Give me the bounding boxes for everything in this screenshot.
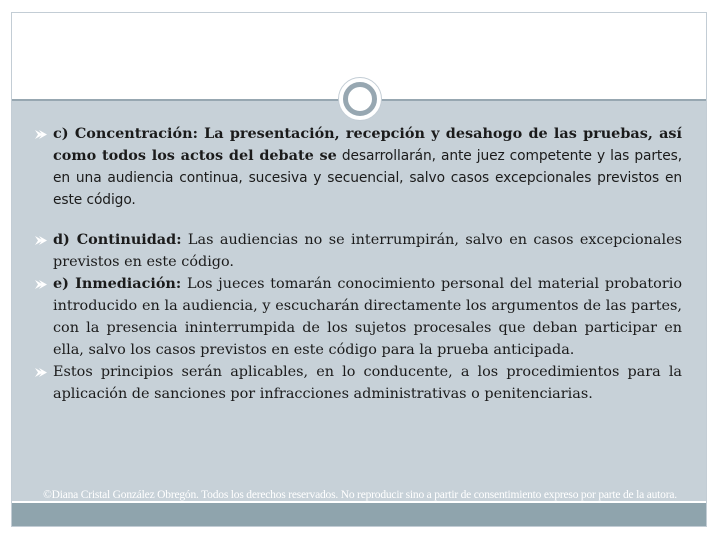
bullet-item-aplicacion <box>34 361 682 405</box>
bullet-text: Estos principios serán aplicables, en lo conducente, a los procedimientos para la aplicación de sanciones por infracciones administrativas o penitenciarias. <box>53 364 682 402</box>
bullet-text: Los jueces tomarán conocimiento personal del material probatorio introducido en la audiencia, y escucharán directamente los argumentos de las partes, con la presencia ininterrumpida de los sujetos procesales que deban participar en ella, salvo los casos previstos en este código para la prueba anticipada. <box>53 276 682 358</box>
ring-ornament-inner <box>343 82 377 116</box>
bullet-lead: e) Inmediación: <box>53 275 182 292</box>
bullet-list <box>34 123 682 405</box>
bullet-lead: d) Continuidad: <box>53 231 182 248</box>
arrow-bullet-icon <box>34 235 48 246</box>
bullet-item-continuidad <box>34 229 682 273</box>
copyright-footer: ©Diana Cristal González Obregón. Todos los derechos reservados. No reproducir sino a partir de consentimiento expreso por parte de la autora. <box>43 489 677 501</box>
arrow-bullet-icon <box>34 279 48 290</box>
bullet-text: desarrollarán, ante juez competente y las partes, en una audiencia continua, sucesiva y secuencial, salvo casos excepcionales previstos en este código. <box>53 148 682 208</box>
arrow-bullet-icon <box>34 129 48 140</box>
bullet-bold-text: La presentación, recepción y desahogo de las pruebas, así como todos los actos del debate se <box>53 125 682 164</box>
footer-bar <box>12 503 706 526</box>
bullet-text: Las audiencias no se interrumpirán, salvo en casos excepcionales previstos en este código. <box>53 232 682 270</box>
ring-ornament-icon <box>338 77 382 121</box>
bullet-item-concentracion <box>34 123 682 211</box>
arrow-bullet-icon <box>34 367 48 378</box>
bullet-lead: c) Concentración: <box>53 125 198 142</box>
bullet-item-inmediacion <box>34 273 682 361</box>
